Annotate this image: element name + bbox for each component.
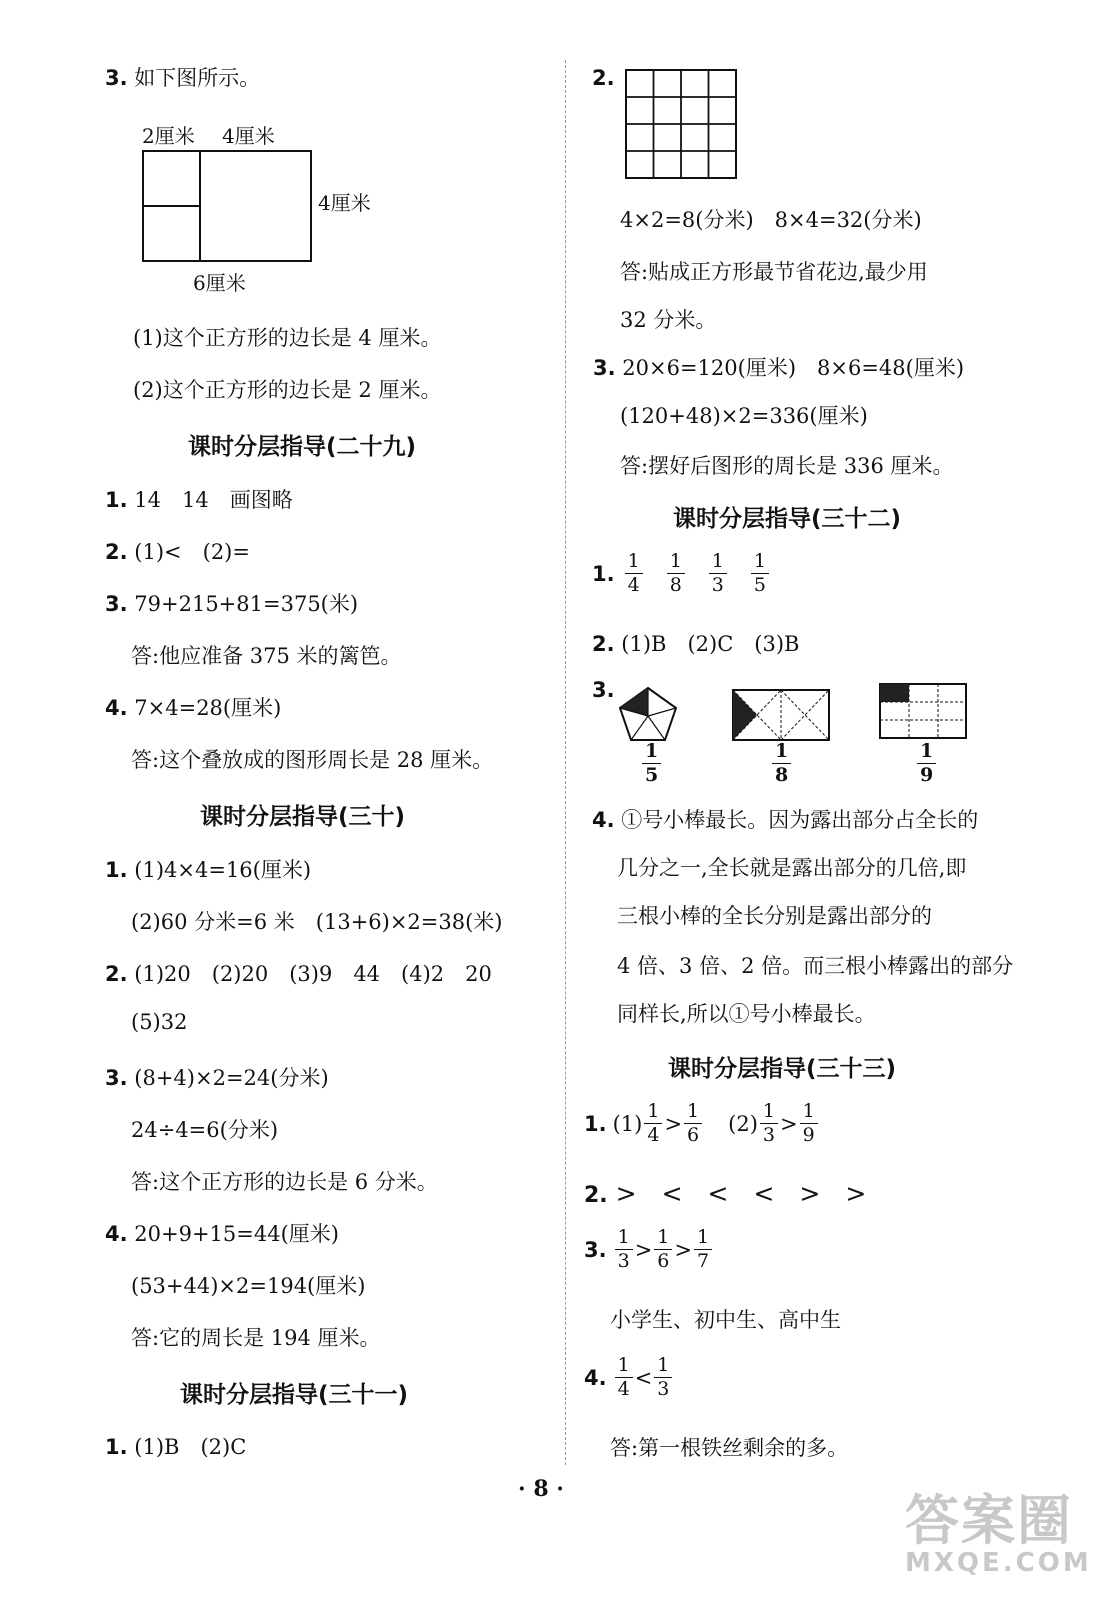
fraction: $\frac{1}{5}$ [751, 552, 769, 595]
s31-line-1: 1. (1)B (2)C [105, 1435, 247, 1459]
s30-line-6: 24÷4=6(分米) [131, 1118, 279, 1142]
s32-q3-label-1: $\frac{1}{5}$ [640, 742, 663, 785]
heading-30: 课时分层指导(三十) [200, 804, 406, 830]
page-number: · 8 · [518, 1476, 564, 1502]
s32-q4-line-3: 三根小棒的全长分别是露出部分的 [617, 904, 932, 928]
s33-q2: 2. > < < < > > [584, 1179, 867, 1208]
s33-q3-line2: 小学生、初中生、高中生 [610, 1308, 841, 1332]
s30-line-10: 答:它的周长是 194 厘米。 [131, 1326, 381, 1350]
right-q2-line2: 答:贴成正方形最节省花边,最少用 [620, 260, 928, 284]
right-q3-line3: 答:摆好后图形的周长是 336 厘米。 [620, 454, 954, 478]
s29-line-2: 2. (1)< (2)= [105, 540, 250, 564]
s32-q2: 2. (1)B (2)C (3)B [592, 632, 800, 656]
s30-line-5: 3. (8+4)×2=24(分米) [105, 1066, 329, 1090]
s29-line-5: 4. 7×4=28(厘米) [105, 696, 282, 720]
s30-line-4: (5)32 [131, 1010, 188, 1034]
s29-line-1: 1. 14 14 画图略 [105, 488, 293, 512]
grid-square-diagram [624, 68, 739, 181]
watermark-url: MXQE.COM [905, 1548, 1092, 1578]
s30-line-1: 1. (1)4×4=16(厘米) [105, 858, 312, 882]
s33-q4: 4. $\frac{1}{4}$ < $\frac{1}{3}$ [584, 1356, 674, 1399]
right-q2-num: 2. [592, 66, 615, 90]
right-q3-line2: (120+48)×2=336(厘米) [620, 404, 868, 428]
rectangle-diagram [140, 148, 316, 264]
s29-line-6: 答:这个叠放成的图形周长是 28 厘米。 [131, 748, 494, 772]
left-q3-line2: (2)这个正方形的边长是 2 厘米。 [133, 378, 442, 402]
heading-32: 课时分层指导(三十二) [673, 506, 902, 532]
s32-q3-num: 3. [592, 678, 615, 702]
fraction: $\frac{1}{3}$ [709, 552, 727, 595]
rect-right-label: 4厘米 [318, 191, 371, 215]
s30-line-7: 答:这个正方形的边长是 6 分米。 [131, 1170, 438, 1194]
right-q2-line1: 4×2=8(分米) 8×4=32(分米) [620, 208, 922, 232]
rect-top-label-b: 4厘米 [222, 124, 275, 148]
heading-33: 课时分层指导(三十三) [668, 1056, 897, 1082]
heading-29: 课时分层指导(二十九) [188, 434, 417, 460]
s32-q4-line-5: 同样长,所以①号小棒最长。 [617, 1002, 876, 1026]
s29-line-3: 3. 79+215+81=375(米) [105, 592, 359, 616]
s32-q4-line-4: 4 倍、3 倍、2 倍。而三根小棒露出的部分 [617, 954, 1014, 978]
fraction: $\frac{1}{8}$ [667, 552, 685, 595]
heading-31: 课时分层指导(三十一) [180, 1382, 409, 1408]
right-q3-line1: 3. 20×6=120(厘米) 8×6=48(厘米) [593, 356, 965, 380]
s32-q4-line-2: 几分之一,全长就是露出部分的几倍,即 [617, 856, 967, 880]
column-divider [565, 60, 566, 1465]
s30-line-3: 2. (1)20 (2)20 (3)9 44 (4)2 20 [105, 962, 492, 986]
s32-q1: 1. $\frac{1}{4}$ $\frac{1}{8}$ $\frac{1}{3}$ $\frac{1}{5}$ [592, 552, 771, 595]
s33-q4-line2: 答:第一根铁丝剩余的多。 [610, 1436, 849, 1460]
rect-top-label-a: 2厘米 [142, 124, 195, 148]
s32-q3-label-3: $\frac{1}{9}$ [915, 742, 938, 785]
s29-line-4: 答:他应准备 375 米的篱笆。 [131, 644, 402, 668]
watermark-logo: 答案圈 [905, 1489, 1073, 1552]
s33-q3: 3. $\frac{1}{3}$ > $\frac{1}{6}$ > $\frac{1}{7}$ [584, 1228, 714, 1271]
s30-line-9: (53+44)×2=194(厘米) [131, 1274, 366, 1298]
s30-line-2: (2)60 分米=6 米 (13+6)×2=38(米) [131, 910, 503, 934]
s32-q3-label-2: $\frac{1}{8}$ [770, 742, 793, 785]
s30-line-8: 4. 20+9+15=44(厘米) [105, 1222, 339, 1246]
left-q3-line1: (1)这个正方形的边长是 4 厘米。 [133, 326, 442, 350]
s32-q4-line-1: 4. ①号小棒最长。因为露出部分占全长的 [592, 808, 979, 832]
right-q2-line3: 32 分米。 [620, 308, 717, 332]
left-q3-intro: 3. 如下图所示。 [105, 66, 261, 90]
rectangle-eighths-diagram [731, 688, 831, 742]
s33-q1: 1. (1) $\frac{1}{4}$ > $\frac{1}{6}$ (2) $\frac{1}{3}$ > $\frac{1}{9}$ [584, 1102, 820, 1145]
fraction: $\frac{1}{4}$ [625, 552, 643, 595]
rect-bottom-label: 6厘米 [193, 271, 246, 295]
rectangle-ninths-diagram [878, 682, 968, 740]
pentagon-fraction-diagram [616, 684, 680, 744]
